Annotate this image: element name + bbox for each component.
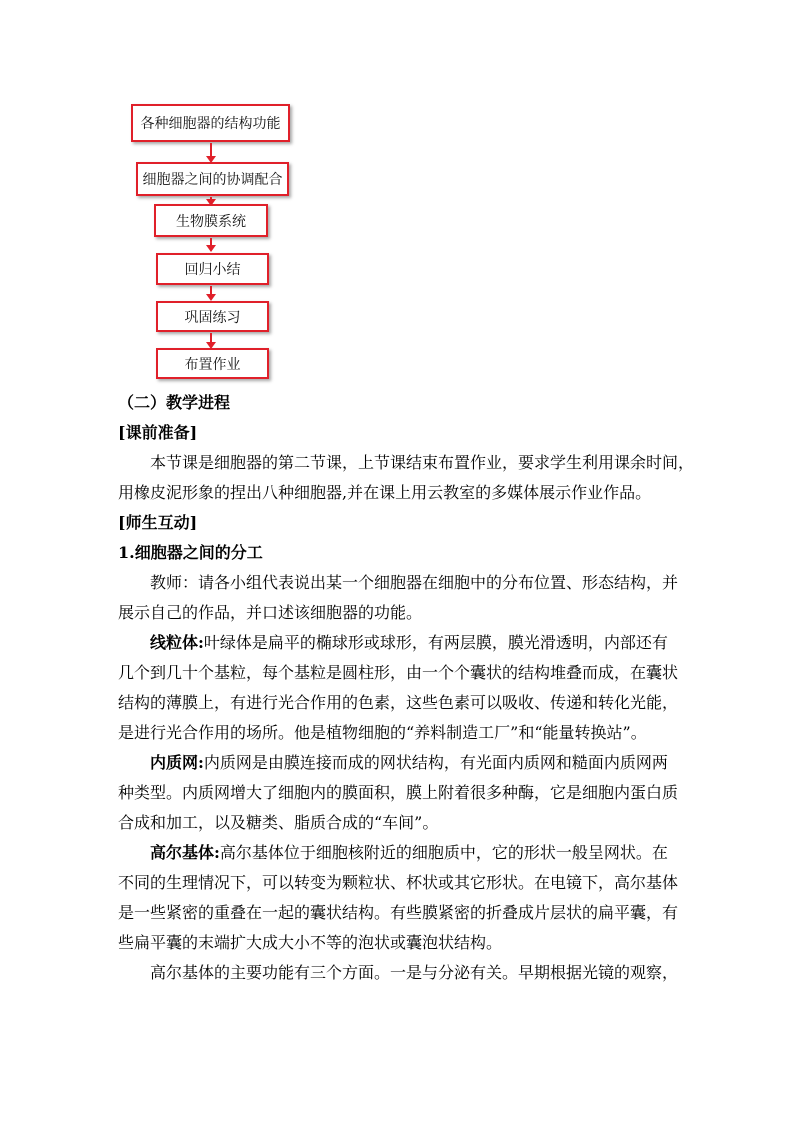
flowchart — [0, 0, 794, 385]
mito-line: 几个到几十个基粒，每个基粒是圆柱形，由一个个囊状的结构堆叠而成，在囊状 — [118, 663, 679, 682]
prep-heading: [课前准备] — [118, 423, 198, 442]
flow-arrow — [210, 143, 212, 157]
flow-step-summary: 回归小结 — [156, 253, 269, 285]
interaction-heading: [师生互动] — [118, 513, 198, 532]
mito-label: 线粒体: — [150, 633, 204, 652]
flow-arrow — [210, 197, 212, 200]
section-title: （二）教学进程 — [118, 393, 231, 412]
flow-step-membrane-system: 生物膜系统 — [154, 204, 268, 237]
teacher-line: 教师：请各小组代表说出某一个细胞器在细胞中的分布位置、形态结构，并 — [150, 573, 679, 592]
flow-step-homework: 布置作业 — [156, 348, 269, 379]
golgi-line: 些扁平囊的末端扩大成大小不等的泡状或囊泡状结构。 — [118, 933, 503, 952]
golgi-line: 是一些紧密的重叠在一起的囊状结构。有些膜紧密的折叠成片层状的扁平囊，有 — [118, 903, 679, 922]
er-line — [118, 748, 678, 778]
flow-step-coordination: 细胞器之间的协调配合 — [136, 162, 289, 196]
division-subheading: 1.细胞器之间的分工 — [118, 543, 263, 562]
golgi-line: 不同的生理情况下，可以转变为颗粒状、杯状或其它形状。在电镜下，高尔基体 — [118, 873, 679, 892]
golgi-label: 高尔基体: — [150, 843, 220, 862]
mito-text: 叶绿体是扁平的椭球形或球形，有两层膜，膜光滑透明，内部还有 — [203, 633, 668, 652]
er-line: 合成和加工，以及糖类、脂质合成的“车间”。 — [118, 813, 439, 832]
mito-line — [118, 628, 678, 658]
golgi-function-line: 高尔基体的主要功能有三个方面。一是与分泌有关。早期根据光镜的观察， — [150, 963, 679, 982]
er-line: 种类型。内质网增大了细胞内的膜面积，膜上附着很多种酶，它是细胞内蛋白质 — [118, 783, 679, 802]
flow-step-practice: 巩固练习 — [156, 301, 269, 332]
prep-line: 用橡皮泥形象的捏出八种细胞器,并在课上用云教室的多媒体展示作业作品。 — [118, 483, 652, 502]
mito-line: 是进行光合作用的场所。他是植物细胞的“养料制造工厂”和“能量转换站”。 — [118, 723, 647, 742]
er-text: 内质网是由膜连接而成的网状结构，有光面内质网和糙面内质网两 — [203, 753, 668, 772]
prep-line: 本节课是细胞器的第二节课，上节课结束布置作业，要求学生利用课余时间， — [150, 453, 695, 472]
flow-step-structure-function: 各种细胞器的结构功能 — [131, 104, 290, 142]
flow-arrow — [210, 286, 212, 295]
golgi-text: 高尔基体位于细胞核附近的细胞质中，它的形状一般呈网状。在 — [219, 843, 668, 862]
teacher-line: 展示自己的作品，并口述该细胞器的功能。 — [118, 603, 423, 622]
flow-arrow — [210, 333, 212, 343]
er-label: 内质网: — [150, 753, 204, 772]
flow-arrow — [210, 238, 212, 246]
lesson-body — [118, 388, 695, 988]
golgi-line — [118, 838, 678, 868]
mito-line: 结构的薄膜上，有进行光合作用的色素，这些色素可以吸收、传递和转化光能， — [118, 693, 679, 712]
